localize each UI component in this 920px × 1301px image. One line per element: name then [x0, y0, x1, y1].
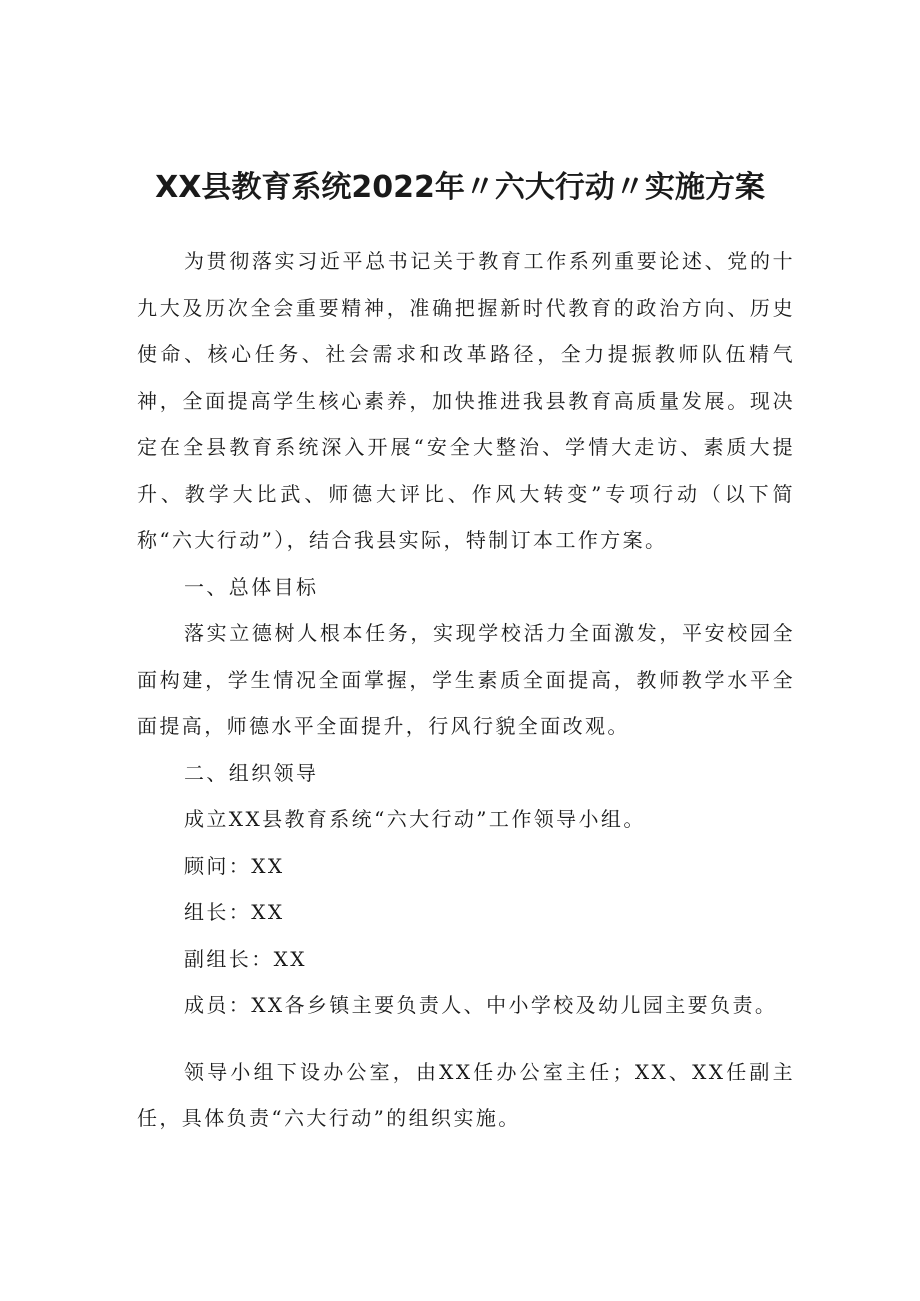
- goal-paragraph: 落实立德树人根本任务，实现学校活力全面激发，平安校园全面构建，学生情况全面掌握，学生素质全面提高，教师教学水平全面提高，师德水平全面提升，行风行貌全面改观。: [137, 621, 795, 738]
- advisor-line: 顾问：XX: [184, 853, 285, 878]
- members-line: 成员：XX各乡镇主要负责人、中小学校及幼儿园主要负责。: [184, 993, 778, 1017]
- office-paragraph: 领导小组下设办公室，由XX任办公室主任；XX、XX任副主任，具体负责“六大行动”的组织实施。: [137, 1059, 795, 1130]
- section-heading-overall-goal: 一、总体目标: [184, 574, 319, 599]
- leadership-group-paragraph: 成立XX县教育系统“六大行动”工作领导小组。: [184, 807, 646, 831]
- document-title: XX县教育系统2022年〃六大行动〃实施方案: [155, 170, 765, 205]
- intro-paragraph: 为贯彻落实习近平总书记关于教育工作系列重要论述、党的十九大及历次全会重要精神，准确把握新时代教育的政治方向、历史使命、核心任务、社会需求和改革路径，全力提振教师队伍精气神，全面提高学生核心素养，加快推进我县教育高质量发展。现决定在全县教育系统深入开展“安全大整治、学情大走访、素质大提升、教学大比武、师德大评比、作风大转变”专项行动（以下简称“六大行动”），结合我县实际，特制订本工作方案。: [137, 249, 795, 552]
- section-heading-organization: 二、组织领导: [184, 760, 319, 785]
- deputy-leader-line: 副组长：XX: [184, 946, 307, 971]
- group-leader-line: 组长：XX: [184, 900, 285, 924]
- document-body: [137, 238, 795, 1142]
